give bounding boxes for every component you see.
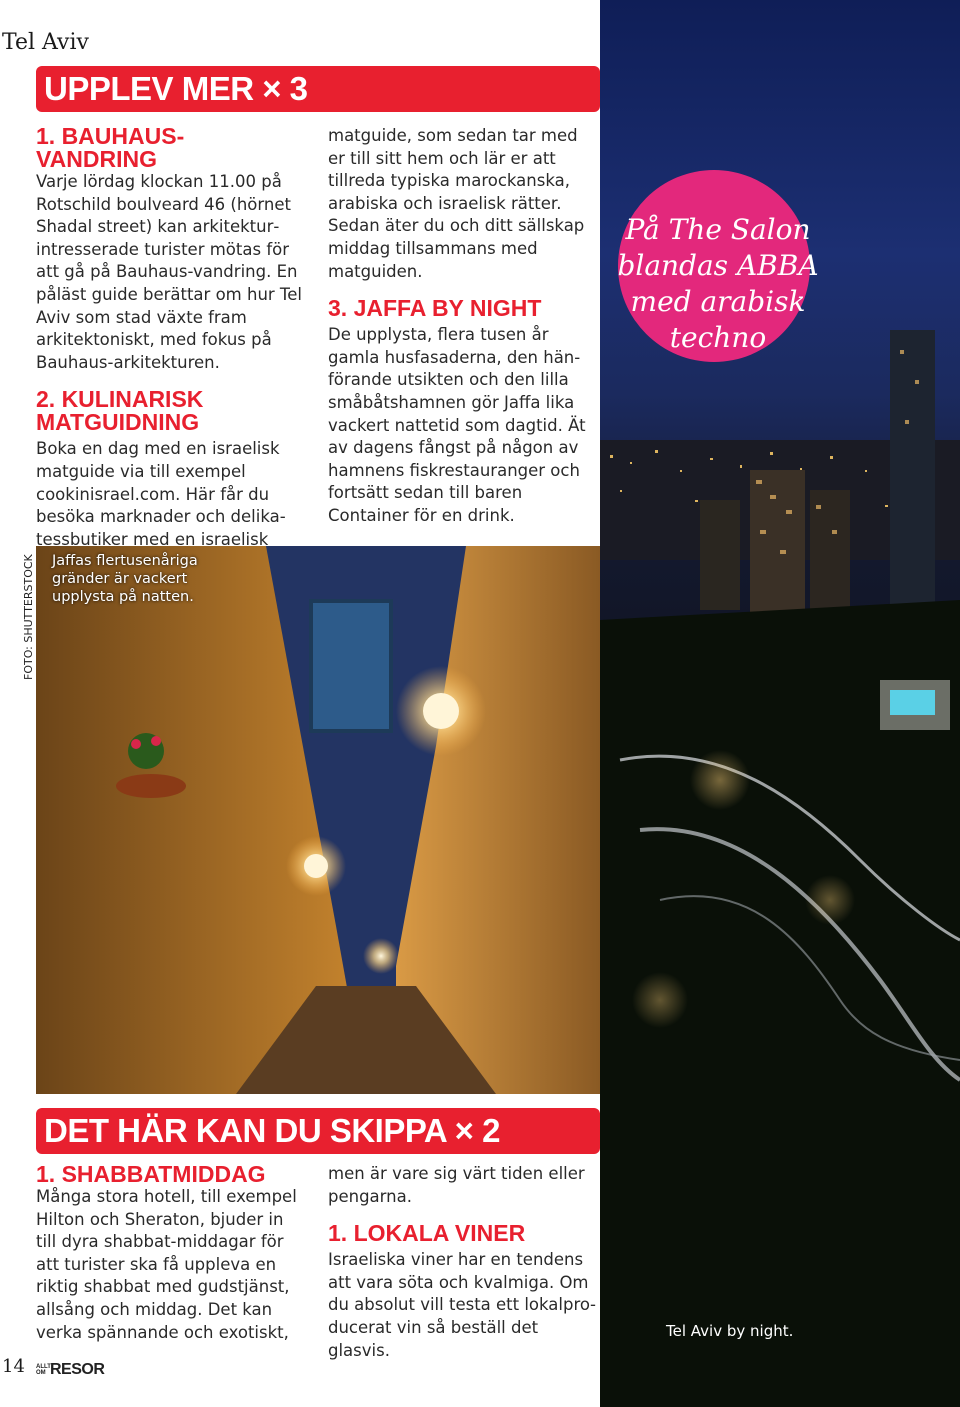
jaffa-alley-photo bbox=[36, 546, 600, 1094]
body-kulinarisk-cont: matguide, som sedan tar med er till sitt hem och lär er att tillreda typiska marockanska, arabiska och israelisk rätter. Sedan äter du och ditt sällskap middag tillsammans med matguiden. bbox=[328, 126, 585, 281]
heading-bauhaus: 1. BAUHAUS-VANDRING bbox=[36, 123, 185, 172]
section1-column-2 bbox=[328, 125, 596, 542]
body-kulinarisk: Boka en dag med en israelisk matguide via till exempel cookinisrael.com. Här får du besöka marknader och delikatessbutiker med en israelisk bbox=[36, 439, 286, 549]
heading-lokala-viner: 1. LOKALA VINER bbox=[328, 1220, 526, 1247]
logo-big: RESOR bbox=[50, 1361, 105, 1378]
magazine-logo bbox=[36, 1360, 104, 1380]
section2-column-2 bbox=[328, 1163, 600, 1376]
body-shabbatmiddag-cont: men är vare sig värt tiden eller pengarna. bbox=[328, 1164, 585, 1206]
section2-column-1 bbox=[36, 1163, 304, 1358]
photo-credit: FOTO: SHUTTERSTOCK bbox=[22, 554, 35, 680]
night-caption: Tel Aviv by night. bbox=[666, 1322, 794, 1340]
section-skippa-title: DET HÄR KAN DU SKIPPA × 2 bbox=[36, 1108, 600, 1154]
alley-scene bbox=[36, 546, 600, 1094]
body-lokala-viner: Israeliska viner har en tendens att vara söta och kvalmiga. Om du absolut vill testa ett lokalproducerat vin så beställ det glasvis. bbox=[328, 1250, 596, 1360]
alley-caption: Jaffas flertusenåriga gränder är vackert upplysta på natten. bbox=[52, 553, 198, 605]
logo-small: ALLT OM bbox=[36, 1364, 51, 1376]
section-upplev-title: UPPLEV MER × 3 bbox=[36, 66, 600, 112]
heading-shabbatmiddag: 1. SHABBATMIDDAG bbox=[36, 1161, 266, 1187]
body-jaffa: De upplysta, flera tusen år gamla husfasaderna, den hänförande utsikten och den lilla småbåtshamnen gör Jaffa lika vackert nattetid som dagtid. Ät av dagens fångst på någon av hamnens fiskrestauranger och fortsätt sedan till baren Container för en drink. bbox=[328, 325, 586, 525]
salon-badge-text: På The Salon blandas ABBA med arabisk techno bbox=[617, 213, 819, 354]
heading-kulinarisk: 2. KULINARISK MATGUIDNING bbox=[36, 386, 204, 436]
body-shabbatmiddag: Många stora hotell, till exempel Hilton och Sheraton, bjuder in till dyra shabbat-middagar för att turister ska få uppleva en riktig shabbat med gudstjänst, allsång och middag. Det kan verka spännande och exotiskt, bbox=[36, 1187, 297, 1342]
page-number: 14 bbox=[2, 1356, 25, 1377]
page-header-title: Tel Aviv bbox=[2, 30, 89, 55]
heading-jaffa: 3. JAFFA BY NIGHT bbox=[328, 295, 542, 322]
section1-column-1 bbox=[36, 125, 304, 565]
body-bauhaus: Varje lördag klockan 11.00 på Rotschild boulveard 46 (hörnet Shadal street) kan arkitekturintresserade turister mötas för att gå på Bauhaus-vandring. En påläst guide berättar om hur Tel Aviv som stad växte fram arkitektoniskt, med fokus på Bauhaus-arkitekturen. bbox=[36, 172, 302, 372]
